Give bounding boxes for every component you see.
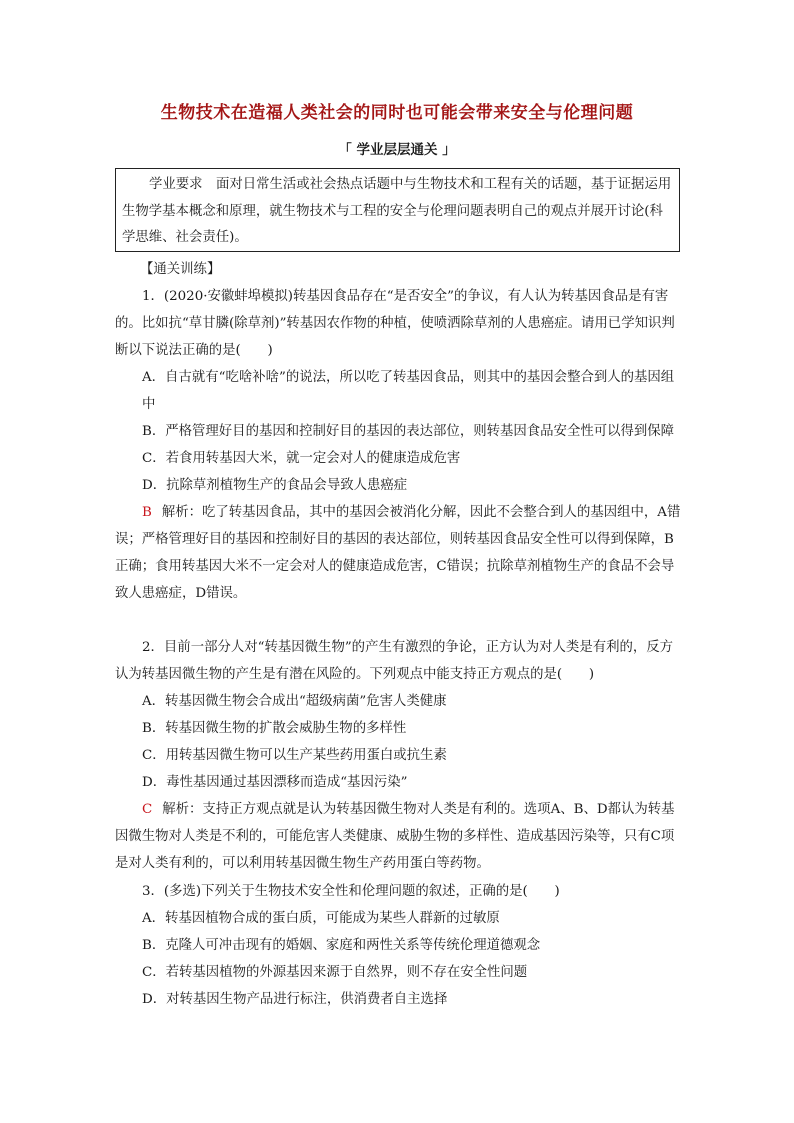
requirement-text: 面对日常生活或社会热点话题中与生物技术和工程有关的话题，基于证据运用生物学基本概念和原理，就生物技术与工程的安全与伦理问题表明自己的观点并展开讨论(科学思维、社会责任)。 (122, 177, 672, 245)
analysis-text: 解析：吃了转基因食品，其中的基因会被消化分解，因此不会整合到人的基因组中，A错误；严格管理好目的基因和控制好目的基因的表达部位，则转基因食品安全性可以得到保障，B正确；食用转基因大米不一定会对人的健康造成危害，C错误；抗除草剂植物生产的食品不会导致人患癌症，D错误。 (115, 505, 681, 601)
answer-letter: C (142, 802, 153, 817)
option-a: A．自古就有“吃啥补啥”的说法，所以吃了转基因食品，则其中的基因会整合到人的基因组中 (142, 370, 675, 412)
option-a: A．转基因植物合成的蛋白质，可能成为某些人群新的过敏原 (142, 911, 500, 926)
requirement-label: 学业要求 (149, 177, 203, 192)
option-b: B．严格管理好目的基因和控制好目的基因的表达部位，则转基因食品安全性可以得到保障 (142, 424, 675, 439)
question-stem: 2．目前一部分人对“转基因微生物”的产生有激烈的争论，正方认为对人类是有利的，反方认为转基因微生物的产生是有潜在风险的。下列观点中能支持正方观点的是( ) (115, 640, 674, 682)
answer-letter: B (142, 505, 152, 520)
question-stem: 1．(2020·安徽蚌埠模拟)转基因食品存在“是否安全”的争议，有人认为转基因食品是有害的。比如抗“草甘膦(除草剂)”转基因农作物的种植，使喷洒除草剂的人患癌症。请用已学知识判断以下说法正确的是( ) (115, 289, 675, 358)
option-d: D．抗除草剂植物生产的食品会导致人患癌症 (142, 478, 408, 493)
practice-heading: 【通关训练】 (140, 262, 221, 277)
option-b: B．转基因微生物的扩散会威胁生物的多样性 (142, 721, 407, 736)
option-d: D．毒性基因通过基因漂移而造成“基因污染” (142, 775, 408, 790)
question-3 (115, 878, 685, 1013)
option-c: C．若食用转基因大米，就一定会对人的健康造成危害 (142, 451, 461, 466)
question-stem: 3．(多选)下列关于生物技术安全性和伦理问题的叙述，正确的是( ) (142, 884, 560, 899)
option-a: A．转基因微生物会合成出“超级病菌”危害人类健康 (142, 694, 447, 709)
option-c: C．若转基因植物的外源基因来源于自然界，则不存在安全性问题 (142, 965, 528, 980)
page-title: 生物技术在造福人类社会的同时也可能会带来安全与伦理问题 (160, 103, 634, 123)
question-1 (115, 283, 685, 607)
option-d: D．对转基因生物产品进行标注，供消费者自主选择 (142, 992, 448, 1007)
option-c: C．用转基因微生物可以生产某些药用蛋白或抗生素 (142, 748, 447, 763)
answer-analysis (115, 796, 685, 877)
analysis-text: 解析：支持正方观点就是认为转基因微生物对人类是有利的。选项A、B、D都认为转基因微生物对人类是不利的，可能危害人类健康、威胁生物的多样性、造成基因污染等，只有C项是对人类有利的，可以利用转基因微生物生产药用蛋白等药物。 (115, 802, 675, 871)
section-tag: 「 学业层层通关 」 (338, 142, 456, 158)
question-2 (115, 634, 685, 877)
answer-analysis (115, 499, 685, 607)
option-b: B．克隆人可冲击现有的婚姻、家庭和两性关系等传统伦理道德观念 (142, 938, 541, 953)
requirement-box (115, 168, 680, 252)
